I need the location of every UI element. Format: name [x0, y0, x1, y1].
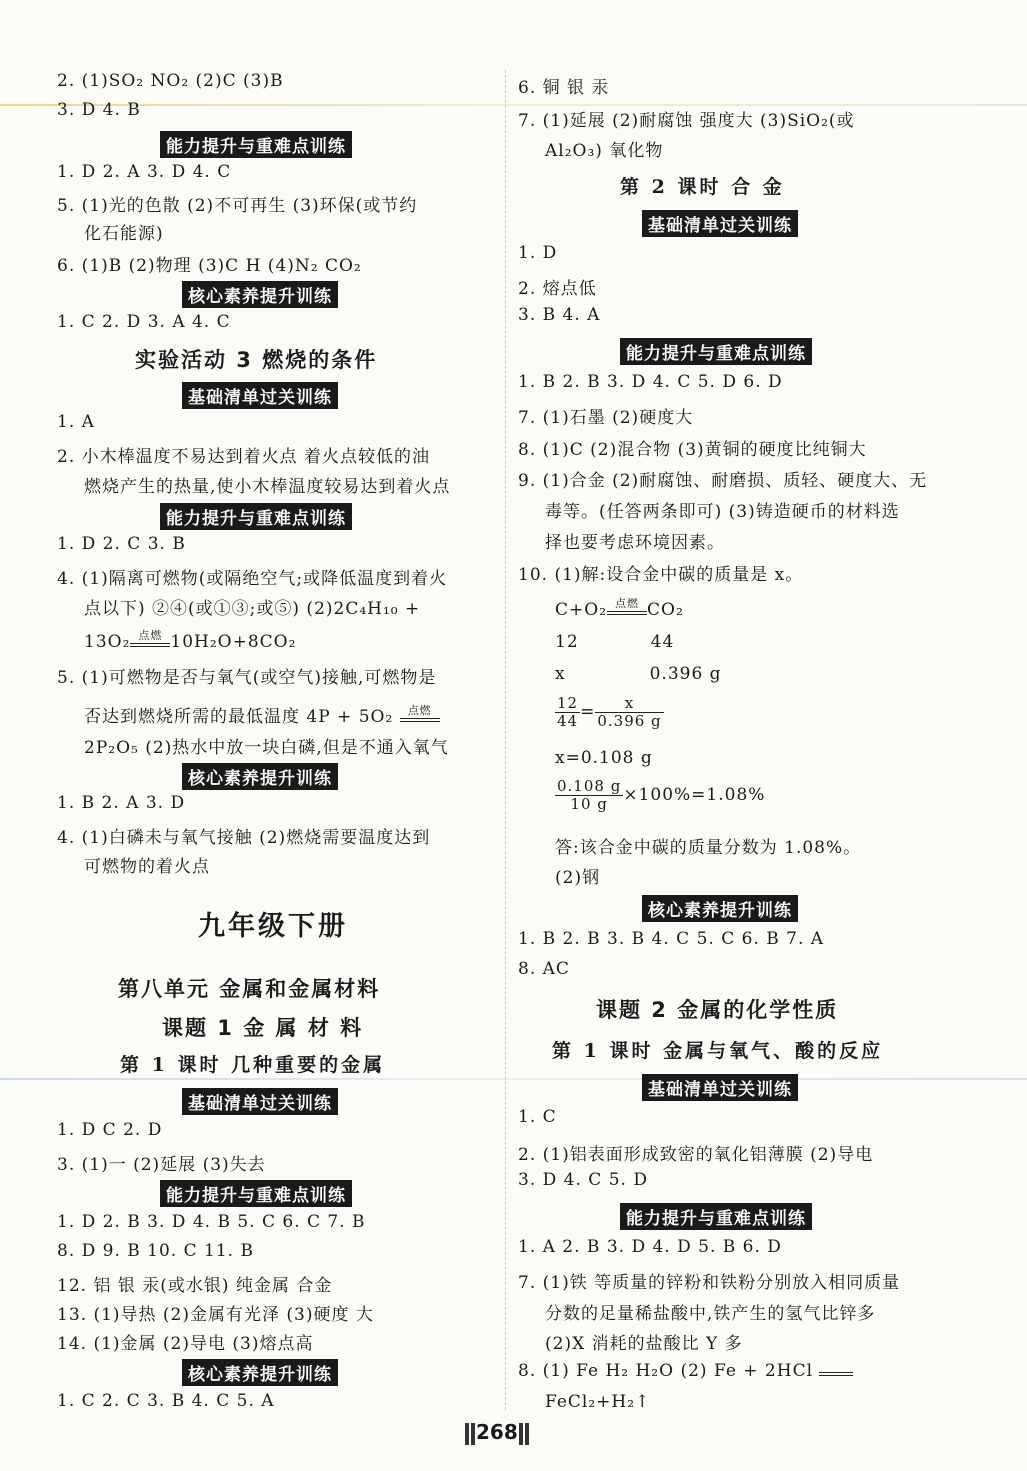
answer-line: 2. 小木棒温度不易达到着火点 着火点较低的油 — [57, 447, 431, 467]
answer-line: 3. (1)一 (2)延展 (3)失去 — [57, 1155, 266, 1175]
section-badge: 基础清单过关训练 — [182, 382, 338, 409]
answer-line: 1. B 2. B 3. B 4. C 5. C 6. B 7. A — [518, 929, 825, 949]
equation-reactants: 13O₂ — [84, 632, 131, 652]
fraction: $\frac{0.108 g}{10 g}$ — [557, 777, 622, 813]
answer-line: 9. (1)合金 (2)耐腐蚀、耐磨损、质轻、硬度大、无 — [518, 471, 928, 491]
answer-line: 1. B 2. B 3. D 4. C 5. D 6. D — [518, 372, 783, 392]
lesson-heading: 第 1 课时 金属与氧气、酸的反应 — [552, 1040, 884, 1062]
section-badge: 基础清单过关训练 — [182, 1088, 338, 1115]
answer-line: 3. D 4. B — [57, 100, 141, 120]
section-badge: 基础清单过关训练 — [642, 210, 798, 237]
answer-line: 1. D 2. A 3. D 4. C — [57, 162, 232, 182]
answer-line: 12. 铝 银 汞(或水银) 纯金属 合金 — [57, 1276, 333, 1296]
section-badge: 能力提升与重难点训练 — [160, 131, 352, 158]
mid-stripe — [0, 1078, 1027, 1080]
section-badge: 基础清单过关训练 — [642, 1074, 798, 1101]
proportion-line — [555, 695, 664, 730]
answer-line: 14. (1)金属 (2)导电 (3)熔点高 — [57, 1334, 314, 1354]
equation-line — [84, 629, 297, 652]
equation-line — [555, 597, 684, 620]
fraction: $\frac{x}{0.396 g}$ — [597, 694, 662, 730]
answer-line: 1. A — [57, 412, 95, 432]
mass-value: x — [555, 664, 566, 684]
answer-line — [518, 1361, 853, 1381]
equation-reactants: C+O₂ — [555, 600, 608, 620]
answer-line: 分数的足量稀盐酸中,铁产生的氢气比锌多 — [545, 1304, 876, 1324]
mass-value: 44 — [650, 632, 675, 652]
column-divider — [505, 70, 506, 1410]
topic-heading: 课题 2 金属的化学性质 — [596, 998, 839, 1022]
answer-line: 1. D C 2. D — [57, 1120, 163, 1140]
answer-line: 可燃物的着火点 — [84, 857, 210, 877]
answer-line: 2. 熔点低 — [518, 279, 597, 299]
reaction-condition: 点燃 — [407, 704, 432, 717]
answer-line: 1. D 2. B 3. D 4. B 5. C 6. C 7. B — [57, 1212, 366, 1232]
percentage-result: ×100%=1.08% — [623, 785, 766, 805]
answer-line: 1. B 2. A 3. D — [57, 793, 186, 813]
answer-line: 13. (1)导热 (2)金属有光泽 (3)硬度 大 — [57, 1305, 374, 1325]
unit-heading: 第八单元 金属和金属材料 — [118, 977, 381, 1001]
page-number-text: 268 — [476, 1420, 518, 1444]
mass-ratio-line — [555, 632, 674, 652]
answer-line: 2. (1)SO₂ NO₂ (2)C (3)B — [57, 71, 284, 91]
equation-reactants: 8. (1) Fe H₂ H₂O (2) Fe + 2HCl — [518, 1361, 814, 1381]
answer-line: 燃烧产生的热量,使小木棒温度较易达到着火点 — [84, 477, 451, 497]
mass-value: 0.396 g — [649, 664, 722, 684]
answer-line: 点以下) ②④(或①③;或⑤) (2)2C₄H₁₀ + — [84, 599, 421, 619]
answer-line: 答:该合金中碳的质量分数为 1.08%。 — [555, 838, 862, 858]
answer-line: 1. D — [518, 243, 558, 263]
section-badge: 核心素养提升训练 — [182, 763, 338, 790]
answer-line: (2)X 消耗的盐酸比 Y 多 — [545, 1334, 743, 1354]
mass-ratio-line — [555, 664, 722, 684]
section-badge: 能力提升与重难点训练 — [160, 1180, 352, 1207]
answer-line: 8. AC — [518, 959, 570, 979]
answer-line: 1. D 2. C 3. B — [57, 534, 186, 554]
reaction-arrow — [130, 629, 170, 647]
answer-line: Al₂O₃) 氧化物 — [545, 141, 664, 161]
lesson-heading: 第 1 课时 几种重要的金属 — [120, 1054, 386, 1076]
reaction-arrow — [400, 704, 440, 722]
answer-line: 8. D 9. B 10. C 11. B — [57, 1241, 254, 1261]
page-number — [464, 1420, 530, 1445]
reaction-condition: 点燃 — [615, 597, 640, 610]
answer-line: 1. C 2. C 3. B 4. C 5. A — [57, 1391, 275, 1411]
section-badge: 核心素养提升训练 — [642, 895, 798, 922]
answer-line: 7. (1)石墨 (2)硬度大 — [518, 408, 694, 428]
equation-products: CO₂ — [647, 600, 684, 620]
answer-line: 2P₂O₅ (2)热水中放一块白磷,但是不通入氧气 — [84, 738, 449, 758]
lesson-heading: 第 2 课时 合 金 — [620, 176, 785, 198]
reaction-arrow — [819, 1370, 853, 1376]
top-stripe — [0, 104, 1027, 106]
reaction-condition: 点燃 — [138, 629, 163, 642]
equals-sign: = — [580, 702, 596, 722]
fraction: $\frac{12}{44}$ — [557, 694, 579, 730]
mass-value: 12 — [555, 632, 579, 652]
equation-line — [84, 702, 440, 727]
reaction-arrow — [607, 597, 647, 615]
book-volume-title: 九年级下册 — [198, 911, 348, 942]
answer-line: 1. C 2. D 3. A 4. C — [57, 312, 231, 332]
section-badge: 能力提升与重难点训练 — [620, 338, 812, 365]
answer-line: 3. D 4. C 5. D — [518, 1170, 648, 1190]
answer-line: FeCl₂+H₂↑ — [545, 1392, 651, 1412]
answer-line: 6. (1)B (2)物理 (3)C H (4)N₂ CO₂ — [57, 256, 362, 276]
equation-reactants: 否达到燃烧所需的最低温度 4P + 5O₂ — [84, 707, 394, 727]
answer-line: 4. (1)白磷未与氧气接触 (2)燃烧需要温度达到 — [57, 828, 431, 848]
answer-line: (2)钢 — [555, 868, 601, 888]
section-heading: 实验活动 3 燃烧的条件 — [135, 348, 378, 372]
answer-line: 3. B 4. A — [518, 305, 601, 325]
section-badge: 能力提升与重难点训练 — [160, 503, 352, 530]
section-badge: 核心素养提升训练 — [182, 281, 338, 308]
answer-line: 毒等。(任答两条即可) (3)铸造硬币的材料选 — [545, 502, 900, 522]
topic-heading: 课题 1 金 属 材 料 — [162, 1016, 364, 1040]
answer-line: 6. 铜 银 汞 — [518, 78, 610, 98]
answer-line: 5. (1)光的色散 (2)不可再生 (3)环保(或节约 — [57, 196, 418, 216]
answer-line: 8. (1)C (2)混合物 (3)黄铜的硬度比纯铜大 — [518, 440, 867, 460]
percentage-line — [555, 778, 765, 813]
answer-line: 2. (1)铝表面形成致密的氧化铝薄膜 (2)导电 — [518, 1145, 874, 1165]
answer-line: 5. (1)可燃物是否与氧气(或空气)接触,可燃物是 — [57, 668, 437, 688]
answer-line: 10. (1)解:设合金中碳的质量是 x。 — [518, 565, 804, 585]
section-badge: 核心素养提升训练 — [182, 1359, 338, 1386]
answer-line: 1. A 2. B 3. D 4. D 5. B 6. D — [518, 1237, 782, 1257]
answer-line: 7. (1)延展 (2)耐腐蚀 强度大 (3)SiO₂(或 — [518, 111, 855, 131]
answer-line: 4. (1)隔离可燃物(或隔绝空气;或降低温度到着火 — [57, 569, 448, 589]
answer-line: 7. (1)铁 等质量的锌粉和铁粉分别放入相同质量 — [518, 1273, 901, 1293]
section-badge: 能力提升与重难点训练 — [620, 1203, 812, 1230]
answer-line: 择也要考虑环境因素。 — [545, 533, 725, 553]
answer-line: x=0.108 g — [555, 748, 653, 768]
equation-products: 10H₂O+8CO₂ — [170, 632, 297, 652]
answer-line: 1. C — [518, 1107, 557, 1127]
answer-line: 化石能源) — [84, 224, 164, 244]
